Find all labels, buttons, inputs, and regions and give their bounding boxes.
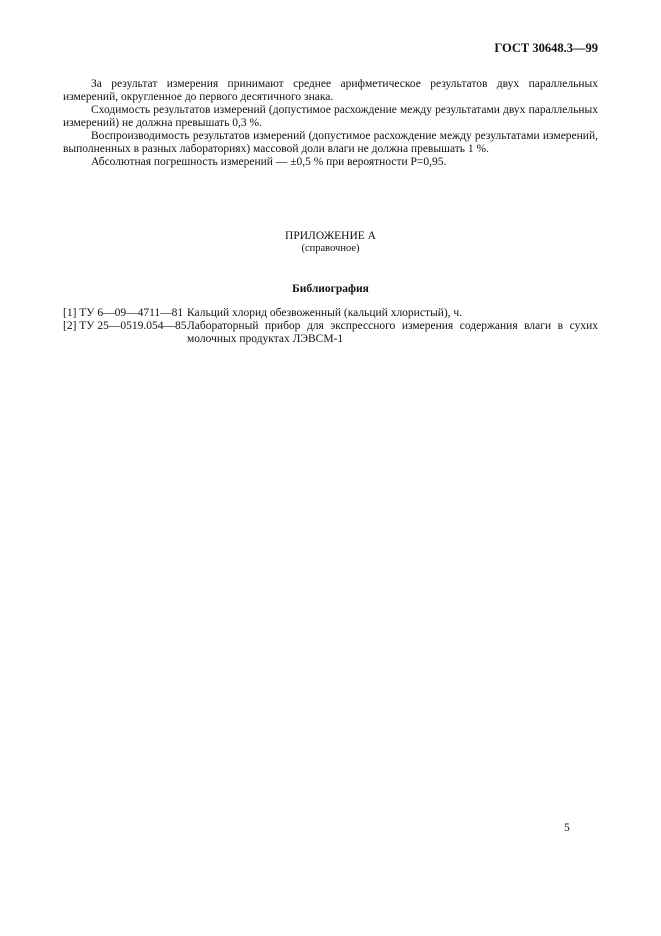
paragraph: Абсолютная погрешность измерений — ±0,5 % при вероятности P=0,95. <box>91 156 447 168</box>
document-code-header: ГОСТ 30648.3—99 <box>494 41 598 55</box>
reference-code: [2] ТУ 25—0519.054—85 <box>63 320 187 332</box>
appendix-subtitle: (справочное) <box>301 243 360 254</box>
bibliography-item <box>63 320 598 346</box>
paragraph: Воспроизводимость результатов измерений (допустимое расхождение между результатами измерений, выполненных в разных лабораториях) массовой доли влаги не должна превышать 1 %. <box>63 130 598 155</box>
bibliography-item <box>63 307 598 320</box>
paragraph: Сходимость результатов измерений (допустимое расхождение между результатами двух параллельных измерений) не должна превышать 0,3 %. <box>63 104 598 129</box>
reference-code: [1] ТУ 6—09—4711—81 <box>63 307 184 319</box>
paragraph: За результат измерения принимают среднее арифметическое результатов двух параллельных измерений, округленное до первого десятичного знака. <box>63 78 598 103</box>
body-text <box>63 78 598 169</box>
appendix-heading <box>63 230 598 254</box>
reference-text: Кальций хлорид обезвоженный (кальций хлористый), ч. <box>187 307 463 319</box>
appendix-title: ПРИЛОЖЕНИЕ А <box>285 230 376 242</box>
reference-text: Лабораторный прибор для экспрессного измерения содержания влаги в сухих молочных продуктах ЛЭВСМ-1 <box>187 320 598 345</box>
bibliography-title: Библиография <box>292 283 369 295</box>
bibliography-list <box>63 307 598 346</box>
page-number: 5 <box>564 822 570 834</box>
